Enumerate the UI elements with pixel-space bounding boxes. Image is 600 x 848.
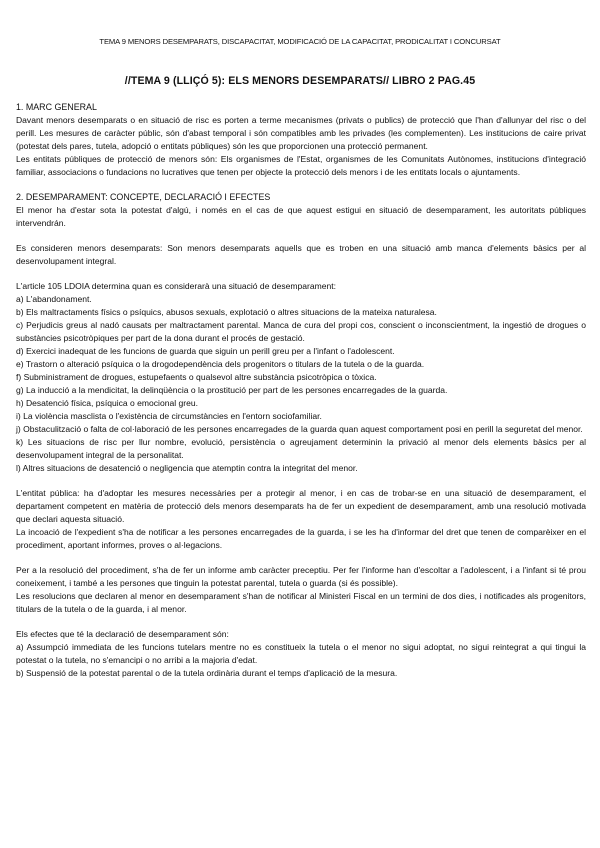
page-title: //TEMA 9 (LLIÇÓ 5): ELS MENORS DESEMPARATS// LIBRO 2 PAG.45 bbox=[124, 75, 476, 87]
paragraph: L'article 105 LDOIA determina quan es considerarà una situació de desemparament: bbox=[16, 281, 336, 291]
paragraph: Davant menors desemparats o en situació de risc es porten a terme mecanismes (privats o publics) de protecció que l'han d'allunyar del risc o del perill. Les mesures de caràcter públic, són d'abast temporal i són compatibles amb les privades (les complementen). Les institucions de caire privat (potestat dels pares, tutela, adopció o entitats públiques) són les que proporcionen una protecció permanent. bbox=[16, 115, 586, 151]
paragraph: L'entitat pública: ha d'adoptar les mesures necessàries per a protegir al menor, i en cas de trobar-se en una situació de desemparament, el departament competent en matèria de protecció dels menors desemparats ha de fer un expedient de desemparament, amb una resolució motivada que declari aquesta situació. bbox=[16, 488, 586, 524]
list-item: f) Subministrament de drogues, estupefaents o qualsevol altre substància psicotròpica o tòxica. bbox=[16, 372, 377, 382]
paragraph: El menor ha d'estar sota la potestat d'algú, i només en el cas de que aquest estigui en situació de desemparament, les autoritats públiques intervendrán. bbox=[16, 205, 586, 228]
paragraph: Es consideren menors desemparats: Son menors desemparats aquells que es troben en una situació amb manca d'elements bàsics per al desenvolupament integral. bbox=[16, 243, 586, 266]
list-item: a) L'abandonament. bbox=[16, 294, 92, 304]
list-item: i) La violència masclista o l'existència de circumstàncies en l'entorn sociofamiliar. bbox=[16, 411, 322, 421]
list-item: e) Trastorn o alteració psíquica o la drogodependència dels progenitors o titulars de la tutela o de la guarda. bbox=[16, 359, 425, 369]
running-header: TEMA 9 MENORS DESEMPARATS, DISCAPACITAT, MODIFICACIÓ DE LA CAPACITAT, PRODICALITAT I CONCURSAT bbox=[99, 37, 501, 46]
list-item: g) La inducció a la mendicitat, la delinqüència o la prostitució per part de les persones encarregades de la guarda. bbox=[16, 385, 448, 395]
list-item: c) Perjudicis greus al nadó causats per maltractament parental. Manca de cura del propi cos, conscient o inconscientment, la ingestió de drogues o substàncies psicotròpiques per part de la dona durant el procés de gestació. bbox=[16, 320, 586, 343]
list-item: k) Les situacions de risc per llur nombre, evolució, persistència o agreujament determinin la privació al menor dels elements bàsics per al desenvolupament integral de la personalitat. bbox=[16, 437, 586, 460]
list-item: b) Els maltractaments físics o psíquics, abusos sexuals, explotació o altres situacions de la mateixa naturalesa. bbox=[16, 307, 437, 317]
paragraph: Per a la resolució del procediment, s'ha de fer un informe amb caràcter preceptiu. Per fer l'informe han d'escoltar a l'adolescent, i a l'infant si té prou coneixement, i també a les persones que tinguin la potestat parental, tutela o guarda (si és possible). bbox=[16, 565, 586, 588]
list-item: b) Suspensió de la potestat parental o de la tutela ordinària durant el temps d'aplicació de la mesura. bbox=[16, 668, 398, 678]
paragraph: La incoació de l'expedient s'ha de notificar a les persones encarregades de la guarda, i se les ha d'informar del dret que tenen de comparèixer en el procediment, aportant informes, proves o al·legacions. bbox=[16, 527, 586, 550]
document-body bbox=[16, 101, 586, 680]
list-item: d) Exercici inadequat de les funcions de guarda que siguin un perill greu per a l'infant o l'adolescent. bbox=[16, 346, 395, 356]
list-item: l) Altres situacions de desatenció o negligencia que atemptin contra la integritat del menor. bbox=[16, 463, 358, 473]
paragraph: Les entitats públiques de protecció de menors són: Els organismes de l'Estat, organismes de les Comunitats Autònomes, institucions d'integració familiar, associacions o fundacions no lucratives que tenen per objecte la protecció dels menors i de les entitats locals o ajuntaments. bbox=[16, 154, 586, 177]
section-heading-desemparament: 2. DESEMPARAMENT: CONCEPTE, DECLARACIÓ I EFECTES bbox=[16, 192, 271, 202]
list-item: h) Desatenció física, psíquica o emocional greu. bbox=[16, 398, 198, 408]
section-heading-marc-general: 1. MARC GENERAL bbox=[16, 102, 97, 112]
paragraph: Els efectes que té la declaració de desemparament són: bbox=[16, 629, 229, 639]
list-item: a) Assumpció immediata de les funcions tutelars mentre no es constitueix la tutela o el menor no sigui adoptat, no sigui reintegrat a qui tingui la potestat o la tutela, no s'emancipi o no arribi a la majoria d'edat. bbox=[16, 642, 586, 665]
paragraph: Les resolucions que declaren al menor en desemparament s'han de notificar al Ministeri Fiscal en un termini de dos dies, i notificades als progenitors, titulars de la tutela o de la guarda, i al menor. bbox=[16, 591, 586, 614]
list-item: j) Obstaculització o falta de col·laboració de les persones encarregades de la guarda quan aquest comportament posi en perill la seguretat del menor. bbox=[16, 424, 583, 434]
